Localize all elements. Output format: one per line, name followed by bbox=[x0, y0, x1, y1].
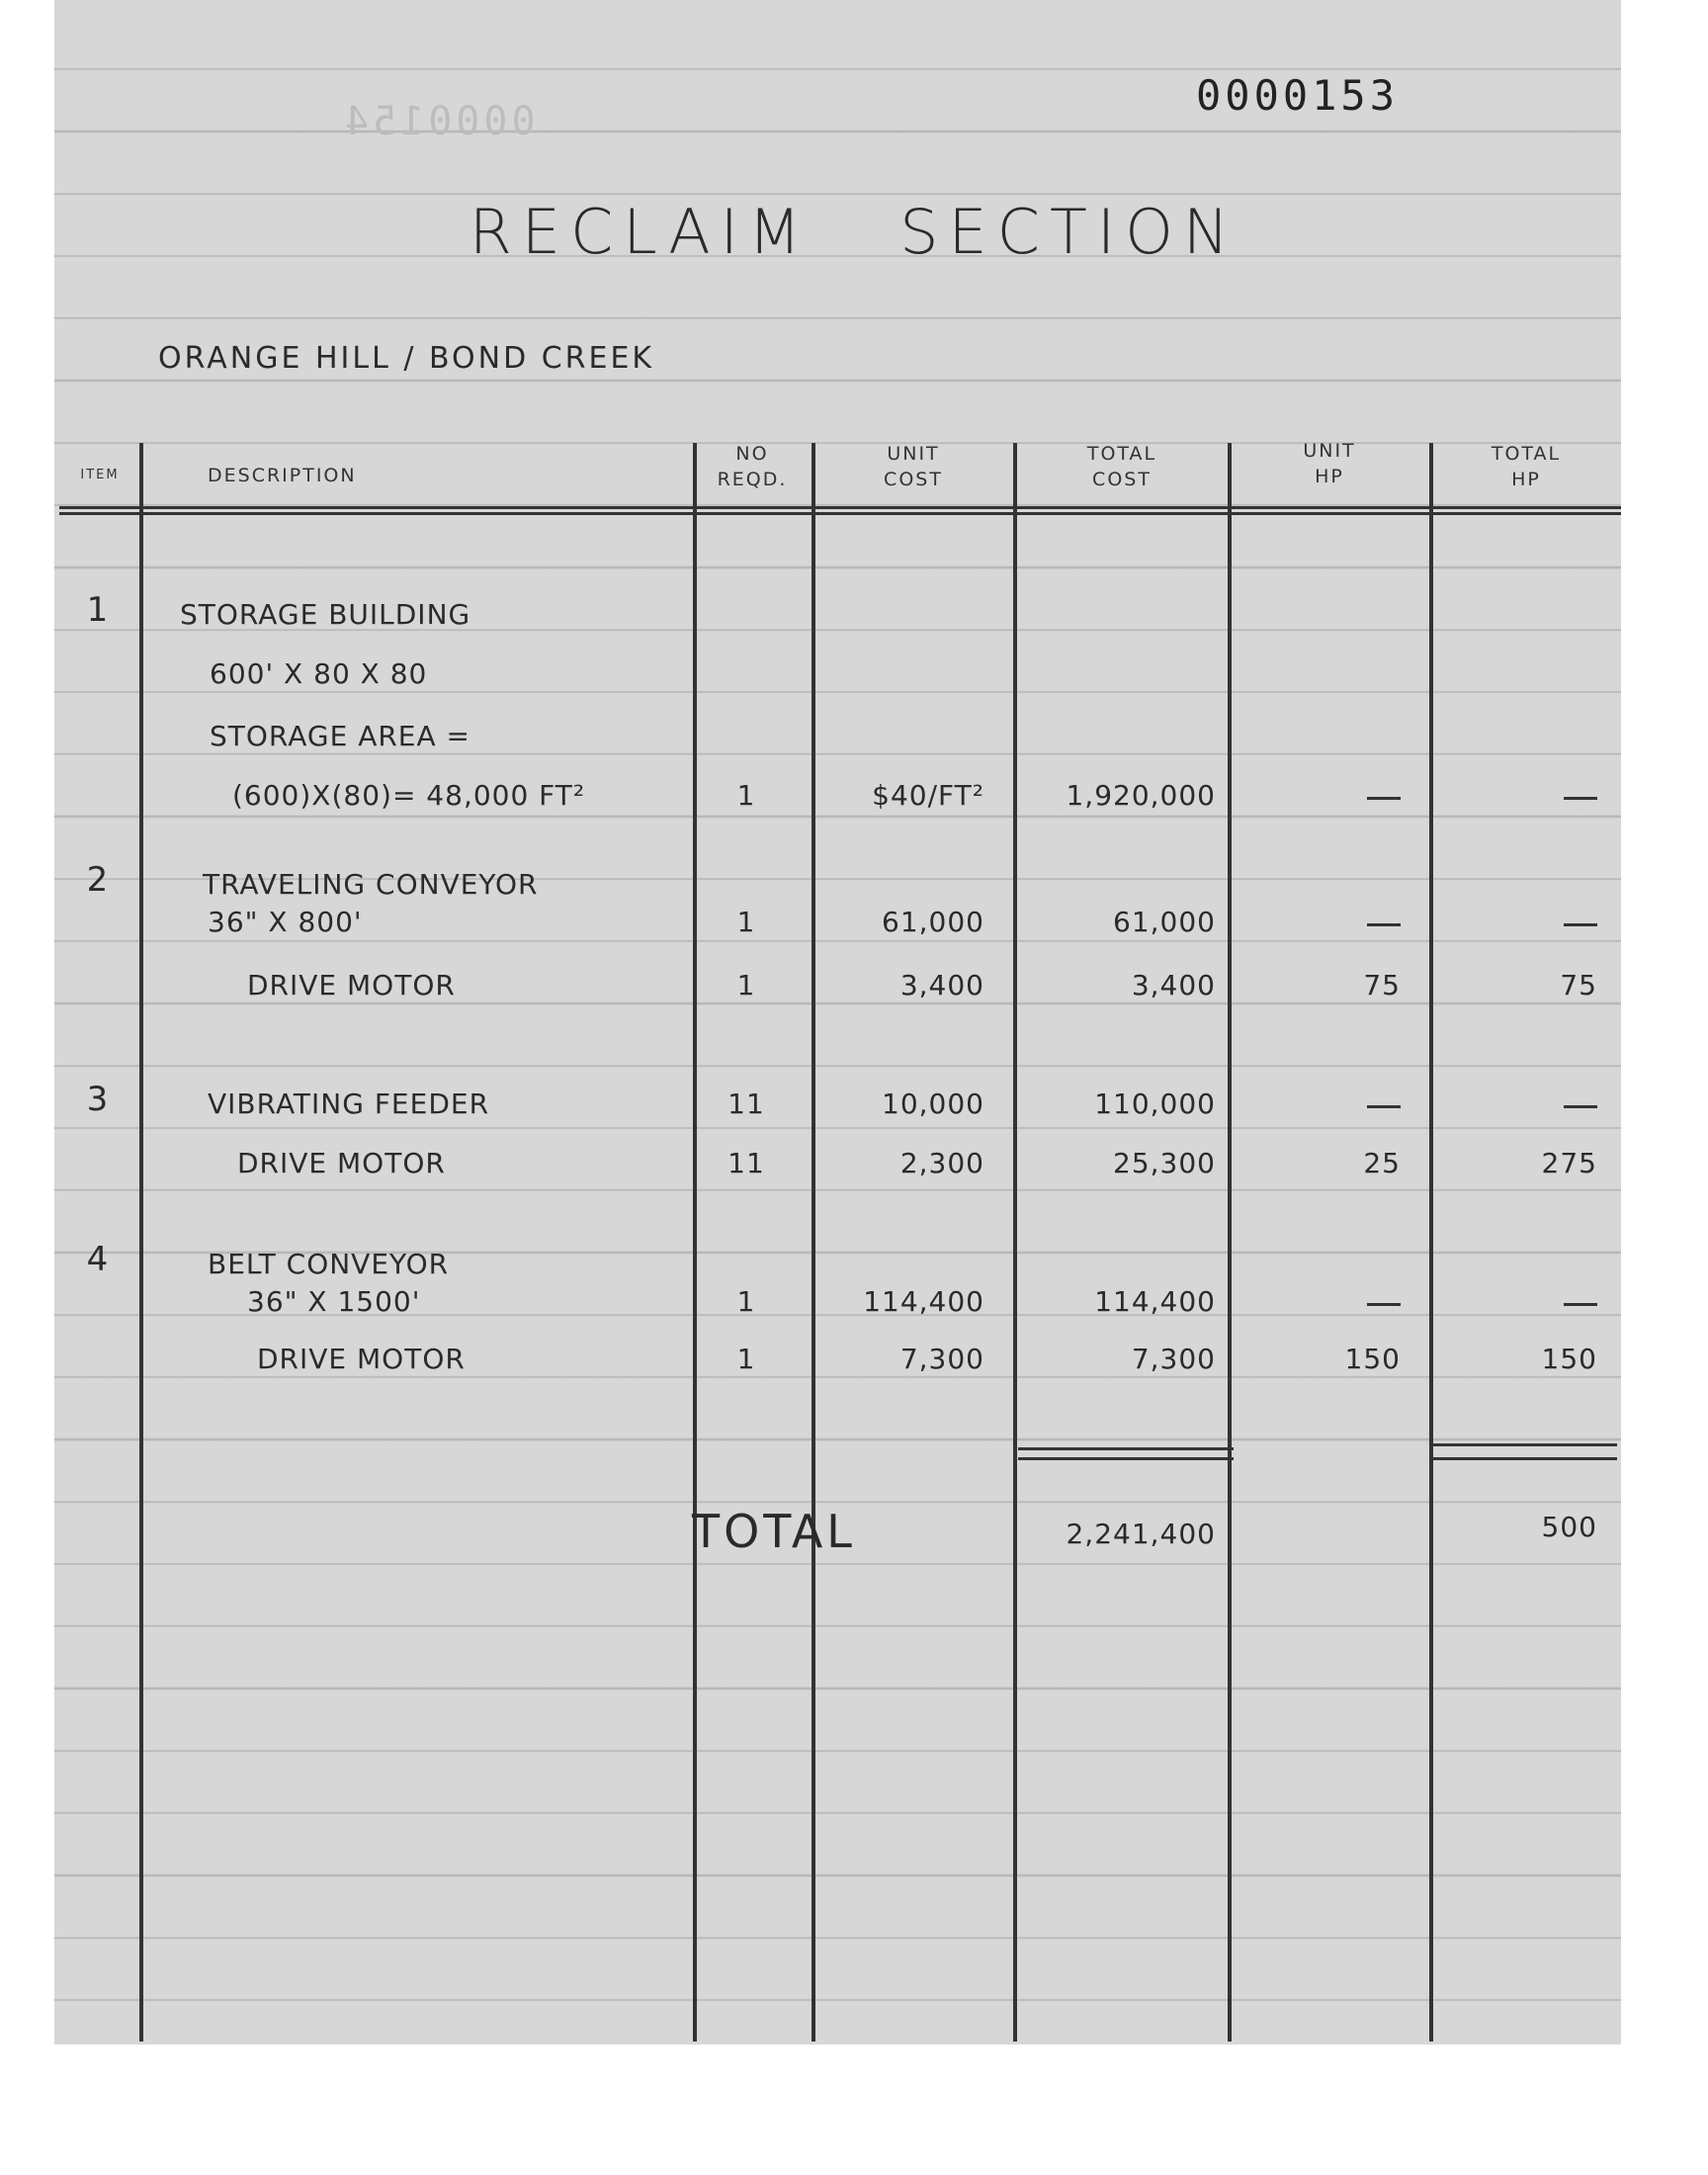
row-description: DRIVE MOTOR bbox=[237, 1147, 446, 1179]
page-title bbox=[0, 196, 1708, 268]
cell-total-cost: 3,400 bbox=[1131, 969, 1216, 1001]
cell-total-cost: 25,300 bbox=[1113, 1147, 1216, 1179]
cell-qty: 1 bbox=[736, 1285, 756, 1318]
row-description: TRAVELING CONVEYOR bbox=[203, 868, 539, 901]
cell-unit-cost: 2,300 bbox=[899, 1147, 984, 1179]
cell-qty: 1 bbox=[736, 1343, 756, 1375]
cell-total-hp: 275 bbox=[1541, 1147, 1597, 1179]
cell-unit-cost: $40/FT² bbox=[872, 779, 984, 812]
header-total-hp: TOTAL HP bbox=[1491, 443, 1562, 490]
total-label: TOTAL bbox=[692, 1505, 856, 1558]
row-description: DRIVE MOTOR bbox=[257, 1343, 466, 1375]
cell-unit-cost: 114,400 bbox=[863, 1285, 984, 1318]
total-cost-underline bbox=[1018, 1447, 1234, 1450]
total-hp-underline bbox=[1429, 1443, 1617, 1446]
header-rule-bottom bbox=[59, 512, 1621, 515]
project-subtitle: ORANGE HILL / BOND CREEK bbox=[158, 341, 655, 376]
row-description: DRIVE MOTOR bbox=[247, 969, 456, 1001]
row-description: 36" X 800' bbox=[208, 906, 363, 938]
dash-mark bbox=[1367, 797, 1401, 800]
row-description: VIBRATING FEEDER bbox=[208, 1088, 490, 1120]
dash-mark bbox=[1367, 923, 1401, 926]
cell-unit-hp: 75 bbox=[1363, 969, 1401, 1001]
total-cost-underline bbox=[1018, 1457, 1234, 1460]
cell-total-cost: 110,000 bbox=[1094, 1088, 1216, 1120]
paper-sheet bbox=[54, 0, 1621, 2044]
row-description: 36" X 1500' bbox=[247, 1285, 421, 1318]
row-description: (600)X(80)= 48,000 FT² bbox=[232, 779, 586, 812]
cell-total-hp: 150 bbox=[1541, 1343, 1597, 1375]
column-divider bbox=[1228, 443, 1232, 2042]
dash-mark bbox=[1564, 1303, 1597, 1306]
cell-qty: 11 bbox=[727, 1088, 765, 1120]
dash-mark bbox=[1367, 1303, 1401, 1306]
column-divider bbox=[811, 443, 815, 2042]
row-description: BELT CONVEYOR bbox=[208, 1248, 450, 1280]
grand-total-cost: 2,241,400 bbox=[1066, 1518, 1216, 1550]
cell-unit-hp: 150 bbox=[1344, 1343, 1401, 1375]
cell-unit-cost: 10,000 bbox=[882, 1088, 984, 1120]
header-item: ITEM bbox=[80, 468, 120, 482]
cell-total-hp: 75 bbox=[1560, 969, 1597, 1001]
column-divider bbox=[1429, 443, 1433, 2042]
item-number: 3 bbox=[86, 1080, 110, 1119]
cell-total-cost: 1,920,000 bbox=[1066, 779, 1216, 812]
dash-mark bbox=[1564, 923, 1597, 926]
row-description: 600' X 80 X 80 bbox=[210, 657, 428, 690]
cell-qty: 1 bbox=[736, 906, 756, 938]
column-divider bbox=[693, 443, 697, 2042]
grand-total-hp: 500 bbox=[1541, 1511, 1597, 1543]
cell-unit-cost: 61,000 bbox=[882, 906, 984, 938]
title-word-2: SECTION bbox=[899, 196, 1239, 268]
item-number: 1 bbox=[86, 590, 110, 630]
document-number-stamp: 0000153 bbox=[1196, 71, 1400, 120]
total-hp-underline bbox=[1429, 1457, 1617, 1460]
header-rule-top bbox=[59, 506, 1621, 509]
column-divider bbox=[139, 443, 143, 2042]
cell-total-cost: 114,400 bbox=[1094, 1285, 1216, 1318]
cell-qty: 1 bbox=[736, 969, 756, 1001]
header-unit-cost: UNIT COST bbox=[884, 443, 943, 490]
cell-unit-hp: 25 bbox=[1363, 1147, 1401, 1179]
cell-total-cost: 61,000 bbox=[1113, 906, 1216, 938]
dash-mark bbox=[1367, 1105, 1401, 1108]
cell-qty: 1 bbox=[736, 779, 756, 812]
header-no-reqd: NO REQD. bbox=[717, 443, 788, 490]
cell-unit-cost: 3,400 bbox=[899, 969, 984, 1001]
dash-mark bbox=[1564, 797, 1597, 800]
row-description: STORAGE BUILDING bbox=[180, 598, 471, 631]
row-description: STORAGE AREA = bbox=[210, 720, 471, 752]
header-total-cost: TOTAL COST bbox=[1086, 443, 1157, 490]
header-description: DESCRIPTION bbox=[208, 465, 357, 486]
column-divider bbox=[1013, 443, 1017, 2042]
item-number: 4 bbox=[86, 1240, 110, 1279]
dash-mark bbox=[1564, 1105, 1597, 1108]
header-unit-hp: UNIT HP bbox=[1303, 440, 1356, 487]
bleed-through-number: 0000154 bbox=[341, 99, 536, 144]
cell-total-cost: 7,300 bbox=[1131, 1343, 1216, 1375]
title-word-1: RECLAIM bbox=[469, 196, 811, 268]
item-number: 2 bbox=[86, 860, 110, 900]
cell-qty: 11 bbox=[727, 1147, 765, 1179]
cell-unit-cost: 7,300 bbox=[899, 1343, 984, 1375]
